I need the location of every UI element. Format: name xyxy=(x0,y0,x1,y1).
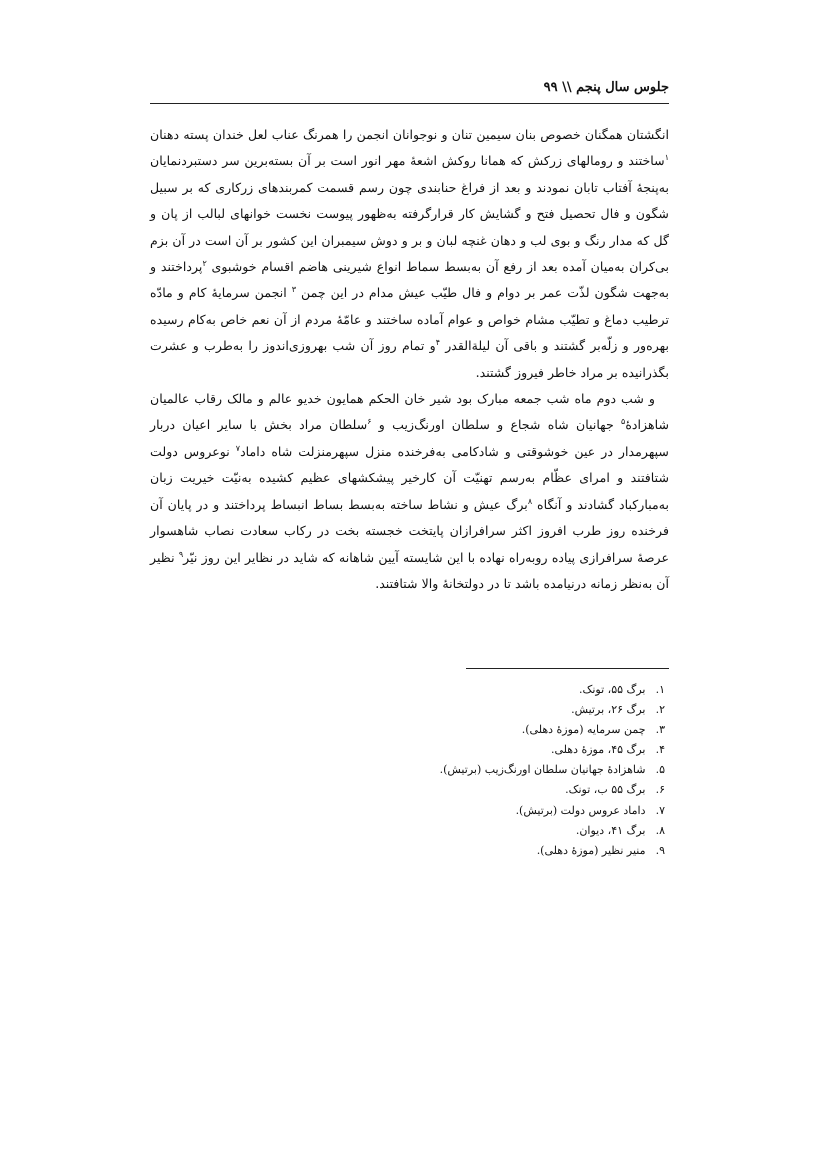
footnote-text: برگ ۵۵ ب، تونک. xyxy=(565,783,646,797)
footnote-number: ۶. xyxy=(655,783,665,797)
footnote-marker: ۷ xyxy=(235,443,241,453)
footnote-number: ۳. xyxy=(655,723,665,737)
footnote-marker: ۶ xyxy=(367,417,372,427)
footnote-number: ۴. xyxy=(655,743,665,757)
footnote-number: ۷. xyxy=(655,803,665,817)
text-run: انجمن سرمایهٔ کام و مادّه ترطیب دماغ و تطیّب مشام خواص و عوام آماده ساختند و عامّهٔ مردم از آن نعم خاص به‌کام رسیده بهره‌ور و زلّه‌بر گشتند و باقی آن لیلةالقدر xyxy=(150,285,669,354)
text-run: ساختند و رومالهای زرکش که همانا روکش اشعهٔ مهر انور است بر آن بسته‌برین سر دستبردنمایان به‌پنجهٔ آفتاب تابان نمودند و بعد از فراغ حنابندی چون رسم قسمت کمربندهای زرکاری که بر سبیل شگون و فال تحصیل فتح و گشایش کار قرارگرفته به‌ظهور پیوست نخست خوانهای لبالب از پان و گل که مدار رنگ و بوی لب و دهان غنچه لبان و بر و دوش سیمبران این کشور بر آن است در آن بزم بی‌کران به‌میان آمده بعد از رفع آن به‌بسط سماط انواع شیرینی هاضم اقسام خوشبوی xyxy=(150,153,669,275)
paragraph xyxy=(150,122,669,386)
footnote-text: برگ ۵۵، تونک. xyxy=(578,683,646,696)
footnote-text: برگ ۴۵، موزهٔ دهلی. xyxy=(550,743,646,757)
text-run: پرداختند و به‌جهت شگون لذّت عمر بر دوام و فال طیّب عیش مدام در این چمن xyxy=(150,259,670,301)
footnote-list xyxy=(150,680,669,861)
footnote xyxy=(150,801,669,821)
footnote xyxy=(150,740,669,760)
footnote-text: برگ ۲۶، برتیش. xyxy=(571,703,646,717)
footnote-rule xyxy=(466,668,669,669)
footnote xyxy=(150,760,669,780)
footnote-text: برگ ۴۱، دیوان. xyxy=(575,823,646,837)
text-run: و شب دوم ماه شب جمعه مبارک بود شیر خان الحکم همایون خدیو عالم و مالک رقاب عالمیان شاهزادهٔ xyxy=(150,391,669,433)
footnote xyxy=(150,700,669,720)
body-text xyxy=(150,122,669,597)
text-run: انگشتان همگنان خصوص بنان سیمین تنان و نوجوانان انجمن را همرنگ عناب لعل خندان پسته دهنان xyxy=(150,127,669,142)
footnote xyxy=(150,720,669,740)
footnote-number: ۱. xyxy=(655,683,665,696)
footnote xyxy=(150,841,669,861)
text-run: نوعروس دولت شتافتند و امرای عظّام به‌رسم تهنیّت آن کارخیر پیشکشهای عظیم کشیده به‌نیّت خیریت زبان به‌مبارکباد گشادند و آنگاه xyxy=(150,443,669,512)
paragraph xyxy=(150,386,669,597)
footnote-marker: ۸ xyxy=(527,496,533,506)
footnote-number: ۵. xyxy=(655,763,665,777)
footnote-marker: ۱ xyxy=(664,153,669,163)
footnote-marker: ۴ xyxy=(435,338,440,348)
text-run: برگ عیش و نشاط ساخته به‌بسط بساط انبساط پرداختند و در پایان آن فرخنده روز طرب افروز اکثر سرافرازان پایتخت خجسته بخت در رکاب سعادت نصاب شاهسوار عرصهٔ سرافرازی پیاده روبه‌راه نهاده با این شایسته آیین شاهانه که شاید در نظایر این روز نیّر xyxy=(150,496,669,565)
footnote xyxy=(150,821,669,841)
text-run: سلطان مراد بخش با سایر اعیان دربار سپهرمدار در عین خوشوقتی و شادکامی به‌فرخنده منزل سپهرمنزلت شاه داماد xyxy=(150,417,669,459)
footnote xyxy=(150,680,669,700)
text-run: نظیر آن به‌نظر زمانه درنیامده باشد تا در دولتخانهٔ والا شتافتند. xyxy=(150,549,669,591)
book-page xyxy=(150,0,669,1169)
footnote-marker: ۹ xyxy=(178,549,184,559)
running-head: جلوس سال پنجم \\ ۹۹ xyxy=(543,80,669,95)
text-run: جهانیان شاه شجاع و سلطان اورنگ‌زیب و xyxy=(371,417,622,433)
footnote-text: چمن سرمایه (موزهٔ دهلی). xyxy=(521,723,646,737)
footnote-text: شاهزادهٔ جهانیان سلطان اورنگ‌زیب (برتیش). xyxy=(439,763,646,777)
footnote-number: ۲. xyxy=(655,703,665,717)
footnote-number: ۸. xyxy=(655,823,665,837)
footnote xyxy=(150,780,669,800)
footnote-marker: ۵ xyxy=(621,417,626,427)
footnote-marker: ۲ xyxy=(202,258,207,268)
footnote-number: ۹. xyxy=(655,843,665,857)
header-rule xyxy=(150,103,669,104)
footnote-marker: ۳ xyxy=(291,285,297,295)
footnote-text: منیر نظیر (موزهٔ دهلی). xyxy=(536,843,646,857)
footnote-text: داماد عروس دولت (برتیش). xyxy=(515,803,646,817)
text-run: و تمام روز آن شب بهروزی‌اندوز را به‌طرب و عشرت بگذرانیده بر مراد خاطر فیروز گشتند. xyxy=(150,338,669,380)
